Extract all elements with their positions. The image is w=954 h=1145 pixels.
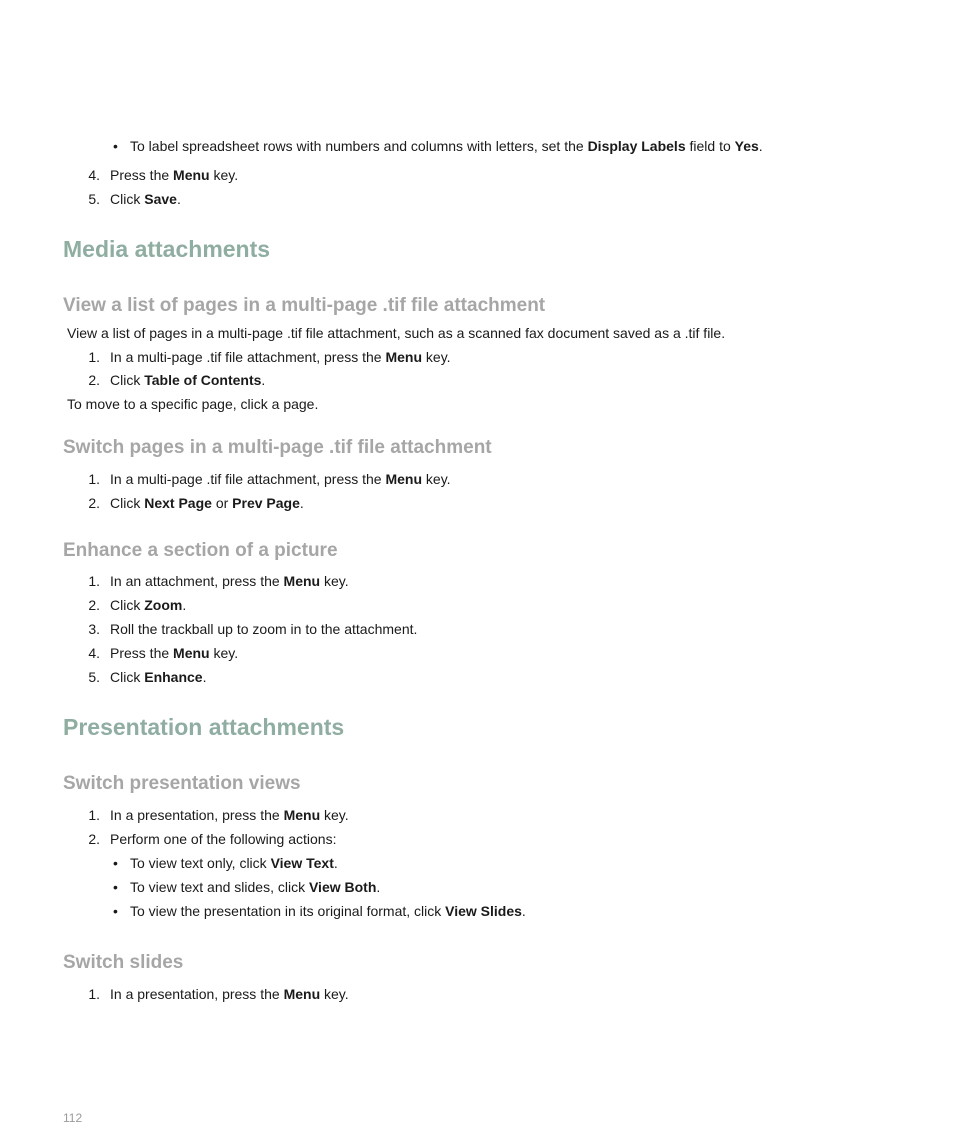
- bullet-dot: •: [113, 879, 118, 895]
- step-item: 5. Click Enhance.: [88, 669, 207, 685]
- subsection-title-switch-pages: Switch pages in a multi-page .tif file attachment: [63, 437, 492, 458]
- step-item: 4. Press the Menu key.: [88, 645, 239, 661]
- intro-text: View a list of pages in a multi-page .tif file attachment, such as a scanned fax document saved as a .tif file.: [67, 325, 726, 341]
- section-title-media: Media attachments: [63, 236, 271, 262]
- step-item: 1. In an attachment, press the Menu key.: [88, 573, 349, 589]
- note-text: To move to a specific page, click a page.: [67, 396, 319, 412]
- subsection-title-enhance: Enhance a section of a picture: [63, 540, 338, 561]
- bullet-item: • To view text only, click View Text.: [113, 855, 338, 871]
- step-item: 3. Roll the trackball up to zoom in to the attachment.: [88, 621, 418, 637]
- step-item: 1. In a multi-page .tif file attachment, press the Menu key.: [88, 471, 451, 487]
- bullet-dot: •: [113, 903, 118, 919]
- section-title-presentation: Presentation attachments: [63, 714, 345, 740]
- top-bullet-item: • To label spreadsheet rows with numbers and columns with letters, set the Display Labels field to Yes.: [113, 138, 763, 154]
- subsection-title-view-list: View a list of pages in a multi-page .tif file attachment: [63, 295, 546, 316]
- display-labels-term: Display Labels: [587, 138, 686, 154]
- step-item: 1. In a presentation, press the Menu key.: [88, 807, 349, 823]
- bullet-item: • To view the presentation in its original format, click View Slides.: [113, 903, 526, 919]
- step-item: 2. Click Zoom.: [88, 597, 187, 613]
- step-item: 2. Click Next Page or Prev Page.: [88, 495, 304, 511]
- step-item: 4. Press the Menu key.: [88, 167, 239, 183]
- bullet-dot: •: [113, 138, 118, 154]
- step-item: 1. In a presentation, press the Menu key.: [88, 986, 349, 1002]
- bullet-dot: •: [113, 855, 118, 871]
- step-item: 1. In a multi-page .tif file attachment, press the Menu key.: [88, 349, 451, 365]
- yes-term: Yes: [734, 138, 759, 154]
- page-number: 112: [63, 1111, 83, 1125]
- step-item: 2. Click Table of Contents.: [88, 372, 266, 388]
- step-item: 2. Perform one of the following actions:: [88, 831, 337, 847]
- step-item: 5. Click Save.: [88, 191, 181, 207]
- subsection-title-slides: Switch slides: [63, 952, 184, 973]
- subsection-title-views: Switch presentation views: [63, 773, 301, 794]
- bullet-item: • To view text and slides, click View Both.: [113, 879, 381, 895]
